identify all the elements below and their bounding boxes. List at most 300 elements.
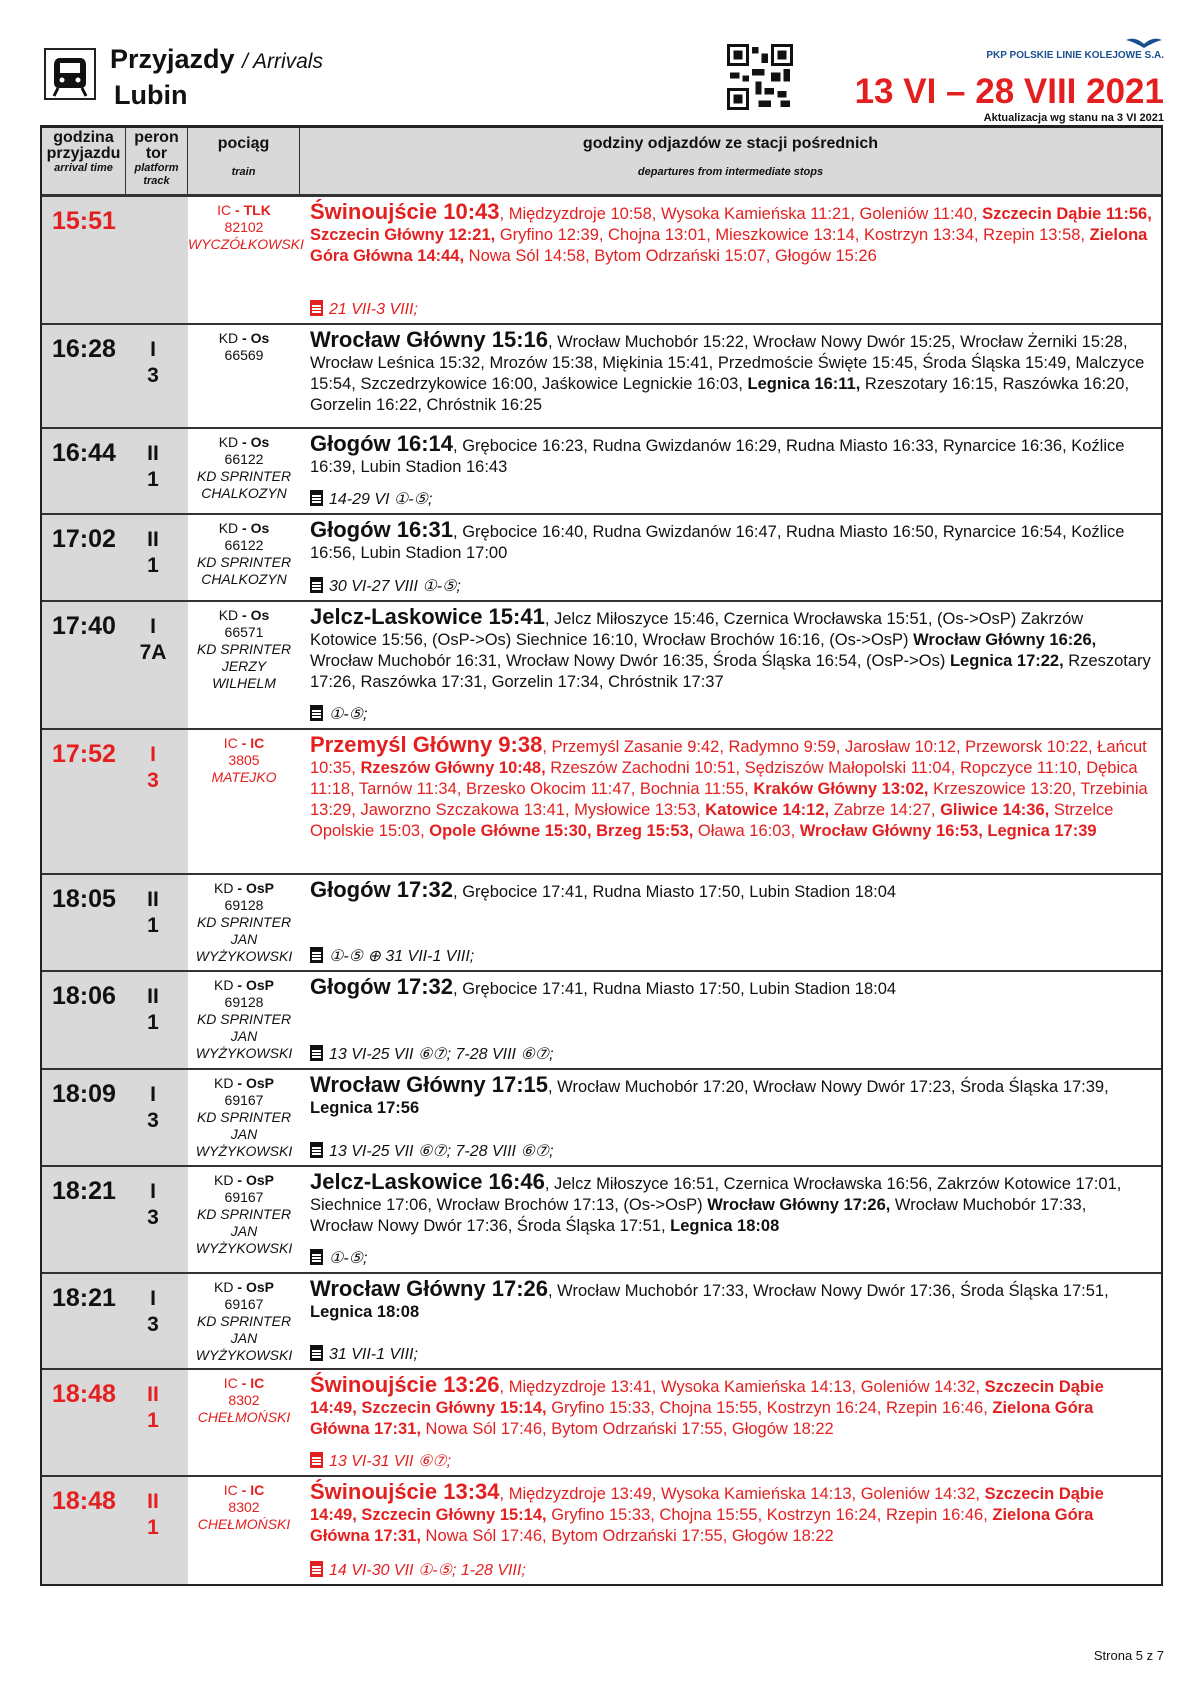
stops-text [310, 976, 1153, 1000]
carrier: IC [217, 202, 232, 218]
origin-station: Wrocław Główny 15:16 [310, 327, 549, 352]
intermediate-stops [300, 197, 1161, 323]
track: 1 [147, 554, 159, 577]
train-name: JAN [230, 1028, 258, 1044]
calendar-icon [310, 300, 323, 316]
train-category [188, 1075, 300, 1092]
stop-segment: Opole Główne 15:30, Brzeg 15:53, [429, 822, 694, 840]
train-number: 66571 [224, 624, 264, 640]
platform-track [126, 602, 188, 728]
arrival-time: 18:48 [42, 1370, 126, 1475]
train-name: WYŻYKOWSKI [195, 1143, 293, 1159]
stop-segment: Legnica 18:08 [670, 1217, 780, 1235]
arrival-time: 18:48 [42, 1477, 126, 1584]
platform: I [150, 743, 156, 766]
stop-segment: , Przemyśl Zasanie 9:42, Radymno 9:59, Jarosław 10:12, Przeworsk 10:22, Łańcut 10:35, [310, 738, 1147, 777]
train-name: WYCZÓŁKOWSKI [188, 236, 304, 252]
stop-segment: Gliwice 14:36, [940, 801, 1050, 819]
stop-segment: , Międzyzdroje 13:41, Wysoka Kamieńska 14:13, Goleniów 14:32, [499, 1378, 985, 1396]
arrival-time: 18:21 [42, 1274, 126, 1368]
arrival-time: 16:44 [42, 429, 126, 513]
category-code: Os [250, 607, 270, 623]
stop-segment: Zielona Góra Główna 14:44, [310, 226, 1148, 265]
track: 3 [147, 1206, 159, 1229]
stop-segment: Gryfino 12:39, Chojna 13:01, Mieszkowice 13:14, Kostrzyn 13:34, Rzepin 13:58, [495, 226, 1090, 244]
table-row [42, 1370, 1161, 1477]
train-name: MATEJKO [211, 769, 277, 785]
stop-segment: Rzeszów Zachodni 10:51, Sędziszów Małopolski 11:04, Ropczyce 11:10, Dębica 11:18, Tarnów 11:34, Brzesko Okocim 11:47, Bochnia 11:55, [310, 759, 1138, 798]
origin-station: Przemyśl Główny 9:38 [310, 732, 543, 757]
train-category [188, 880, 300, 897]
train-name: KD SPRINTER [196, 914, 292, 930]
intermediate-stops [300, 875, 1161, 970]
platform-track [126, 972, 188, 1068]
train-info [188, 1070, 300, 1165]
calendar-icon [310, 1561, 323, 1577]
train-category [188, 1279, 300, 1296]
calendar-text: ①-⑤; [329, 706, 368, 723]
calendar-icon [310, 1045, 323, 1061]
stop-segment: Krzeszowice 13:20, Trzebinia 13:29, Jaworzno Szczakowa 13:41, Mysłowice 13:53, [310, 780, 1148, 819]
calendar-note [310, 941, 1153, 966]
stop-segment: Wrocław Główny 16:26, [913, 631, 1097, 649]
carrier: KD [214, 1279, 234, 1295]
stops-text [310, 1481, 1153, 1547]
train-info [188, 197, 304, 323]
col-time: godzina przyjazdu arrival time [42, 128, 126, 194]
intermediate-stops [300, 429, 1161, 513]
carrier: IC [223, 735, 238, 751]
calendar-note [310, 1243, 1153, 1268]
carrier: KD [218, 607, 239, 623]
stop-segment: Szczecin Dąbie 14:49, Szczecin Główny 15:14, [310, 1378, 1104, 1417]
platform-track [126, 730, 188, 873]
train-name: CHALKOZYN [201, 571, 287, 587]
calendar-icon [310, 490, 323, 506]
table-row [42, 602, 1161, 730]
stop-segment: Szczecin Dąbie 14:49, Szczecin Główny 15:14, [310, 1485, 1104, 1524]
train-category [188, 1375, 300, 1392]
platform-track [126, 1274, 188, 1368]
stop-segment: Nowa Sól 17:46, Bytom Odrzański 17:55, Głogów 18:22 [420, 1420, 834, 1438]
intermediate-stops [300, 515, 1161, 600]
platform: II [147, 888, 159, 911]
train-name: WYŻYKOWSKI [195, 948, 293, 964]
intermediate-stops [300, 1477, 1161, 1584]
category: - IC [237, 735, 265, 751]
stop-segment: Oława 16:03, [693, 822, 800, 840]
calendar-icon [310, 577, 323, 593]
train-number: 8302 [228, 1392, 260, 1408]
platform: II [147, 528, 159, 551]
category-code: TLK [243, 202, 271, 218]
arrival-time: 18:09 [42, 1070, 126, 1165]
carrier: IC [223, 1375, 238, 1391]
calendar-text: 14 VI-30 VII ①-⑤; 1-28 VIII; [329, 1562, 526, 1579]
category: - OsP [233, 977, 274, 993]
platform-track [126, 1370, 188, 1475]
origin-station: Świnoujście 13:26 [310, 1372, 500, 1397]
platform: I [150, 1180, 156, 1203]
stop-segment: Nowa Sól 14:58, Bytom Odrzański 15:07, Głogów 15:26 [464, 247, 877, 265]
calendar-note [310, 1446, 1153, 1471]
stop-segment: , Międzyzdroje 10:58, Wysoka Kamieńska 11:21, Goleniów 11:40, [499, 205, 983, 223]
table-row [42, 1477, 1161, 1584]
arrival-time: 17:02 [42, 515, 126, 600]
arrival-time: 16:28 [42, 325, 126, 427]
origin-station: Głogów 16:31 [310, 517, 454, 542]
platform: II [147, 1383, 159, 1406]
stop-segment: Legnica 17:56 [310, 1099, 420, 1117]
stops-text [310, 606, 1153, 693]
train-number: 66569 [224, 347, 264, 363]
stop-segment: Nowa Sól 17:46, Bytom Odrzański 17:55, Głogów 18:22 [420, 1527, 834, 1545]
origin-station: Wrocław Główny 17:15 [310, 1072, 549, 1097]
stop-segment: , Wrocław Muchobór 17:33, Wrocław Nowy Dwór 17:36, Środa Śląska 17:51, [548, 1282, 1109, 1300]
calendar-text: 21 VII-3 VIII; [329, 301, 418, 318]
train-number: 69128 [224, 994, 264, 1010]
train-info [188, 429, 300, 513]
table-row [42, 972, 1161, 1070]
platform: II [147, 1490, 159, 1513]
calendar-icon [310, 705, 323, 721]
carrier: KD [218, 434, 239, 450]
table-row [42, 730, 1161, 875]
calendar-text: 31 VII-1 VIII; [329, 1346, 418, 1363]
stop-segment: Legnica 18:08 [310, 1303, 420, 1321]
table-row [42, 429, 1161, 515]
origin-station: Głogów 17:32 [310, 877, 454, 902]
platform-track [126, 325, 188, 427]
calendar-icon [310, 1249, 323, 1265]
calendar-icon [310, 1452, 323, 1468]
category: - TLK [231, 202, 271, 218]
category-code: OsP [245, 880, 274, 896]
stops-text [310, 1074, 1153, 1119]
stops-text [310, 1171, 1153, 1237]
train-name: WYŻYKOWSKI [195, 1045, 293, 1061]
stops-text [310, 433, 1153, 478]
calendar-icon [310, 947, 323, 963]
table-row [42, 1274, 1161, 1370]
train-name: KD SPRINTER [196, 1313, 292, 1329]
platform: II [147, 985, 159, 1008]
table-row [42, 325, 1161, 429]
train-info [188, 972, 300, 1068]
arrival-time: 17:52 [42, 730, 126, 873]
intermediate-stops [300, 602, 1161, 728]
category: - IC [237, 1482, 265, 1498]
stop-segment: , Międzyzdroje 13:49, Wysoka Kamieńska 14:13, Goleniów 14:32, [499, 1485, 985, 1503]
arrival-time: 17:40 [42, 602, 126, 728]
train-category [188, 520, 300, 537]
stop-segment: Gryfino 15:33, Chojna 15:55, Kostrzyn 16:24, Rzepin 16:46, [546, 1506, 993, 1524]
platform: I [150, 615, 156, 638]
stop-segment: , Grębocice 17:41, Rudna Miasto 17:50, Lubin Stadion 18:04 [453, 980, 897, 998]
origin-station: Głogów 16:14 [310, 431, 454, 456]
train-number: 69128 [224, 897, 264, 913]
train-name: KD SPRINTER [196, 554, 292, 570]
train-category [188, 607, 300, 624]
category: - OsP [233, 1172, 274, 1188]
train-number: 69167 [224, 1189, 264, 1205]
origin-station: Jelcz-Laskowice 16:46 [310, 1169, 545, 1194]
train-category [188, 202, 300, 219]
stop-segment: , Wrocław Muchobór 17:20, Wrocław Nowy Dwór 17:23, Środa Śląska 17:39, [548, 1078, 1109, 1096]
carrier: KD [218, 330, 239, 346]
train-info [188, 1370, 300, 1475]
train-number: 3805 [228, 752, 260, 768]
stop-segment: Rzeszów Główny 10:48, [360, 759, 546, 777]
carrier: KD [214, 1075, 234, 1091]
track: 1 [147, 1011, 159, 1034]
train-number: 66122 [224, 451, 264, 467]
train-info [188, 602, 300, 728]
train-name: CHEŁMOŃSKI [197, 1516, 291, 1532]
train-number: 69167 [224, 1296, 264, 1312]
train-name: JAN [230, 931, 258, 947]
arrival-time: 18:05 [42, 875, 126, 970]
calendar-note [310, 294, 1153, 319]
stop-segment: , Wrocław Muchobór 15:22, Wrocław Nowy Dwór 15:25, Wrocław Żerniki 15:28, Wrocław Leśnica 15:32, Mrozów 15:38, Miękinia 15:41, Przedmoście Święte 15:45, Środa Śląska 15:49, Malczyce 15:54, Szczedrzykowice 16:00, Jaśkowice Legnickie 16:03, [310, 333, 1145, 393]
origin-station: Świnoujście 10:43 [310, 199, 500, 224]
col-platform: peron tor platform track [126, 128, 188, 194]
platform: I [150, 338, 156, 361]
stop-segment: Wrocław Główny 16:53, Legnica 17:39 [799, 822, 1097, 840]
calendar-icon [310, 1345, 323, 1361]
intermediate-stops [300, 1370, 1161, 1475]
carrier: KD [214, 977, 234, 993]
intermediate-stops [300, 972, 1161, 1068]
train-info [188, 325, 300, 427]
track: 1 [147, 914, 159, 937]
train-name: KD SPRINTER [196, 468, 292, 484]
track: 3 [147, 364, 159, 387]
train-number: 66122 [224, 537, 264, 553]
update-note: Aktualizacja wg stanu na 3 VI 2021 [983, 112, 1164, 124]
page-number: Strona 5 z 7 [1093, 1648, 1164, 1663]
category-code: IC [250, 1375, 265, 1391]
category: - Os [238, 520, 270, 536]
col-stops: godziny odjazdów ze stacji pośrednich departures from intermediate stops [582, 135, 879, 178]
track: 7A [139, 641, 167, 664]
platform-track [126, 1477, 188, 1584]
stop-segment: Katowice 14:12, [705, 801, 830, 819]
origin-station: Głogów 17:32 [310, 974, 454, 999]
stop-segment: Rzeszotary 16:15, Raszówka 16:20, Gorzelin 16:22, Chróstnik 16:25 [310, 375, 1130, 414]
train-info [188, 730, 300, 873]
train-name: WYŻYKOWSKI [195, 1347, 293, 1363]
stop-segment: , Jelcz Miłoszyce 15:46, Czernica Wrocławska 15:51, (Os->OsP) Zakrzów Kotowice 15:56, (OsP->Os) Siechnice 16:10, Wrocław Brochów 16:16, (Os->OsP) [310, 610, 1084, 649]
train-category [188, 330, 300, 347]
calendar-icon [310, 1142, 323, 1158]
train-info [188, 1477, 300, 1584]
validity-period: 13 VI – 28 VIII 2021 [854, 72, 1164, 111]
stop-segment: , Grębocice 16:40, Rudna Gwizdanów 16:47, Rudna Miasto 16:50, Rynarcice 16:54, Koźlice 16:56, Lubin Stadion 17:00 [310, 523, 1125, 562]
carrier: KD [218, 520, 239, 536]
track: 1 [147, 1409, 159, 1432]
stop-segment: , Grębocice 16:23, Rudna Gwizdanów 16:29, Rudna Miasto 16:33, Rynarcice 16:36, Koźlice 16:39, Lubin Stadion 16:43 [310, 437, 1125, 476]
category-code: OsP [245, 1279, 274, 1295]
col-train: pociąg train [188, 128, 300, 194]
category: - OsP [233, 1075, 274, 1091]
calendar-note [310, 1039, 1153, 1064]
category-code: OsP [245, 1075, 274, 1091]
calendar-note [310, 699, 1153, 724]
train-name: KD SPRINTER [196, 1206, 292, 1222]
table-row [42, 515, 1161, 602]
category-code: Os [250, 434, 270, 450]
train-category [188, 1482, 300, 1499]
page-header [44, 44, 1164, 124]
category: - Os [238, 607, 270, 623]
intermediate-stops [300, 1070, 1161, 1165]
category: - IC [237, 1375, 265, 1391]
track: 3 [147, 769, 159, 792]
train-category [188, 735, 300, 752]
platform-track [126, 429, 188, 513]
track: 1 [147, 468, 159, 491]
calendar-note [310, 1136, 1153, 1161]
train-name: JAN [230, 1330, 258, 1346]
calendar-text: 30 VI-27 VIII ①-⑤; [329, 578, 461, 595]
platform: II [147, 442, 159, 465]
track: 3 [147, 1313, 159, 1336]
origin-station: Wrocław Główny 17:26 [310, 1276, 549, 1301]
category: - OsP [233, 1279, 274, 1295]
calendar-text: 13 VI-25 VII ⑥⑦; 7-28 VIII ⑥⑦; [329, 1046, 554, 1063]
calendar-note [310, 484, 1153, 509]
station-name: Lubin [114, 80, 188, 110]
stop-segment: Szczecin Dąbie 11:56, Szczecin Główny 12:21, [310, 205, 1152, 244]
stops-text [310, 329, 1153, 416]
intermediate-stops [300, 730, 1161, 873]
intermediate-stops [300, 325, 1161, 427]
train-info [188, 515, 300, 600]
platform: I [150, 1083, 156, 1106]
platform-track [126, 1167, 188, 1272]
stop-segment: Wrocław Muchobór 16:31, Wrocław Nowy Dwór 16:35, Środa Śląska 16:54, (OsP->Os) [310, 652, 950, 670]
carrier: KD [214, 1172, 234, 1188]
category: - OsP [233, 880, 274, 896]
qr-code-icon [727, 44, 793, 110]
category-code: Os [250, 520, 270, 536]
train-name: JERZY [221, 658, 267, 674]
category-code: Os [250, 330, 270, 346]
train-name: WILHELM [212, 675, 276, 691]
train-category [188, 434, 300, 451]
train-category [188, 1172, 300, 1189]
category-code: IC [250, 1482, 265, 1498]
train-number: 8302 [228, 1499, 260, 1515]
arrival-time: 18:21 [42, 1167, 126, 1272]
train-name: JAN [230, 1223, 258, 1239]
stops-text [310, 734, 1153, 842]
calendar-note [310, 1555, 1153, 1580]
platform: I [150, 1287, 156, 1310]
train-name: KD SPRINTER [196, 641, 292, 657]
train-name: CHALKOZYN [201, 485, 287, 501]
stops-text [310, 519, 1153, 564]
origin-station: Jelcz-Laskowice 15:41 [310, 604, 545, 629]
train-category [188, 977, 300, 994]
stops-text [310, 879, 1153, 903]
stop-segment: , Grębocice 17:41, Rudna Miasto 17:50, Lubin Stadion 18:04 [453, 883, 897, 901]
category-code: IC [250, 735, 265, 751]
arrival-time: 18:06 [42, 972, 126, 1068]
stop-segment: Kraków Główny 13:02, [753, 780, 929, 798]
train-name: JAN [230, 1126, 258, 1142]
train-number: 69167 [224, 1092, 264, 1108]
page-title: Przyjazdy / Arrivals [110, 44, 323, 74]
intermediate-stops [300, 1167, 1161, 1272]
stops-text [310, 201, 1153, 267]
stop-segment: Strzelce Opolskie 15:03, [310, 801, 1114, 840]
train-name: KD SPRINTER [196, 1011, 292, 1027]
train-name: KD SPRINTER [196, 1109, 292, 1125]
train-name: CHEŁMOŃSKI [197, 1409, 291, 1425]
track: 1 [147, 1516, 159, 1539]
platform-track [126, 515, 188, 600]
operator-logo: PKP POLSKIE LINIE KOLEJOWE S.A. [986, 36, 1164, 62]
stop-segment: Legnica 17:22, [949, 652, 1064, 670]
stop-segment: Wrocław Muchobór 17:33, Wrocław Nowy Dwór 17:36, Środa Śląska 17:51, [310, 1196, 1087, 1235]
calendar-text: ①-⑤ ⊕ 31 VII-1 VIII; [329, 948, 475, 965]
stop-segment: Legnica 16:11, [747, 375, 861, 393]
stop-segment: Gryfino 15:33, Chojna 15:55, Kostrzyn 16:24, Rzepin 16:46, [546, 1399, 993, 1417]
train-info [188, 1274, 300, 1368]
stop-segment: Wrocław Główny 17:26, [707, 1196, 891, 1214]
train-icon [44, 48, 96, 100]
track: 3 [147, 1109, 159, 1132]
table-row [42, 1070, 1161, 1167]
carrier: IC [223, 1482, 238, 1498]
calendar-text: 13 VI-25 VII ⑥⑦; 7-28 VIII ⑥⑦; [329, 1143, 554, 1160]
category: - Os [238, 434, 270, 450]
arrivals-table [40, 125, 1163, 1586]
origin-station: Świnoujście 13:34 [310, 1479, 500, 1504]
train-number: 82102 [224, 219, 264, 235]
calendar-text: ①-⑤; [329, 1250, 368, 1267]
category-code: OsP [245, 1172, 274, 1188]
category: - Os [238, 330, 270, 346]
table-row [42, 1167, 1161, 1274]
stop-segment: Zielona Góra Główna 17:31, [310, 1506, 1094, 1545]
calendar-note [310, 571, 1153, 596]
table-row [42, 197, 1161, 325]
stop-segment: Zabrze 14:27, [829, 801, 941, 819]
carrier: KD [214, 880, 234, 896]
train-name: WYŻYKOWSKI [195, 1240, 293, 1256]
stop-segment: , Jelcz Miłoszyce 16:51, Czernica Wrocławska 16:56, Zakrzów Kotowice 17:01, Siechnice 17:06, Wrocław Brochów 17:13, (Os->OsP) [310, 1175, 1122, 1214]
platform-track [126, 1070, 188, 1165]
platform-track [126, 875, 188, 970]
table-row [42, 875, 1161, 972]
calendar-note [310, 1339, 1153, 1364]
arrival-time: 15:51 [42, 197, 126, 323]
calendar-text: 13 VI-31 VII ⑥⑦; [329, 1453, 452, 1470]
train-info [188, 1167, 300, 1272]
stop-segment: Zielona Góra Główna 17:31, [310, 1399, 1094, 1438]
category-code: OsP [245, 977, 274, 993]
table-header [42, 128, 1161, 197]
intermediate-stops [300, 1274, 1161, 1368]
stop-segment: Rzeszotary 17:26, Raszówka 17:31, Gorzelin 17:34, Chróstnik 17:37 [310, 652, 1151, 691]
stops-text [310, 1374, 1153, 1440]
platform-track [126, 197, 188, 323]
train-info [188, 875, 300, 970]
calendar-text: 14-29 VI ①-⑤; [329, 491, 433, 508]
